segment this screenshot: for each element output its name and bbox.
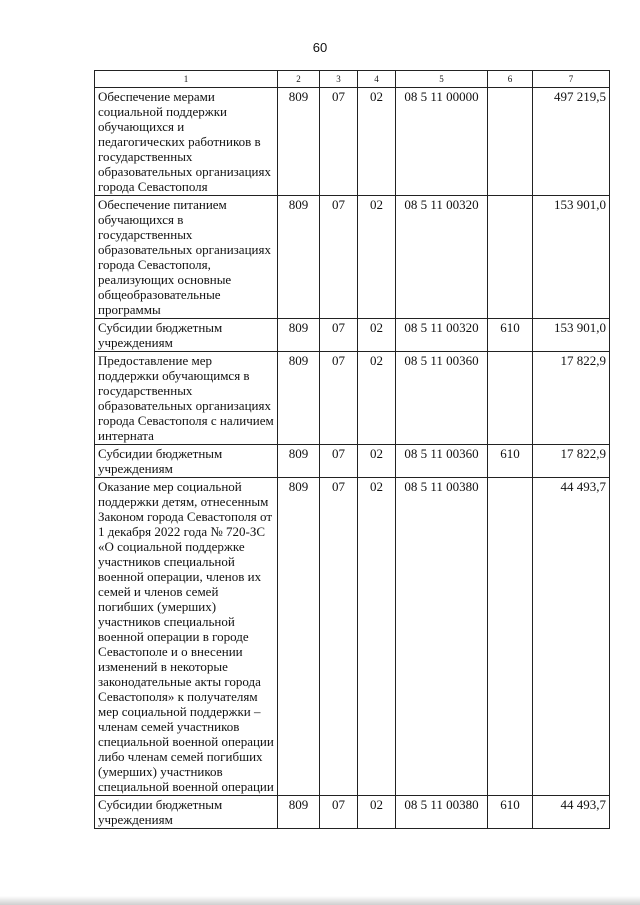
- table-row: [95, 478, 610, 796]
- table-row: [95, 352, 610, 445]
- subsection-code: 02: [358, 445, 396, 478]
- column-header: 6: [488, 71, 533, 88]
- target-article-code: 08 5 11 00380: [396, 796, 488, 829]
- amount-value: 153 901,0: [533, 319, 610, 352]
- expense-type-code: [488, 478, 533, 796]
- subsection-code: 02: [358, 88, 396, 196]
- table-header-row: [95, 71, 610, 88]
- column-header: 2: [278, 71, 320, 88]
- target-article-code: 08 5 11 00360: [396, 445, 488, 478]
- expense-type-code: [488, 352, 533, 445]
- budget-item-name: Обеспечение питанием обучающихся в государственных образовательных организациях города Севастополя, реализующих основные общеобразовательные программы: [95, 196, 278, 319]
- amount-value: 17 822,9: [533, 352, 610, 445]
- ministry-code: 809: [278, 352, 320, 445]
- amount-value: 17 822,9: [533, 445, 610, 478]
- amount-value: 497 219,5: [533, 88, 610, 196]
- section-code: 07: [320, 445, 358, 478]
- subsection-code: 02: [358, 796, 396, 829]
- amount-value: 44 493,7: [533, 796, 610, 829]
- column-header: 7: [533, 71, 610, 88]
- ministry-code: 809: [278, 319, 320, 352]
- subsection-code: 02: [358, 478, 396, 796]
- target-article-code: 08 5 11 00320: [396, 319, 488, 352]
- budget-table: [94, 70, 610, 829]
- table-row: [95, 796, 610, 829]
- budget-item-name: Обеспечение мерами социальной поддержки обучающихся и педагогических работников в государственных образовательных организациях города Севастополя: [95, 88, 278, 196]
- expense-type-code: [488, 196, 533, 319]
- section-code: 07: [320, 319, 358, 352]
- amount-value: 44 493,7: [533, 478, 610, 796]
- table-row: [95, 196, 610, 319]
- section-code: 07: [320, 88, 358, 196]
- amount-value: 153 901,0: [533, 196, 610, 319]
- ministry-code: 809: [278, 196, 320, 319]
- expense-type-code: 610: [488, 445, 533, 478]
- ministry-code: 809: [278, 796, 320, 829]
- ministry-code: 809: [278, 445, 320, 478]
- subsection-code: 02: [358, 319, 396, 352]
- expense-type-code: [488, 88, 533, 196]
- column-header: 3: [320, 71, 358, 88]
- table-row: [95, 88, 610, 196]
- target-article-code: 08 5 11 00000: [396, 88, 488, 196]
- budget-item-name: Субсидии бюджетным учреждениям: [95, 445, 278, 478]
- target-article-code: 08 5 11 00360: [396, 352, 488, 445]
- expense-type-code: 610: [488, 319, 533, 352]
- column-header: 4: [358, 71, 396, 88]
- expense-type-code: 610: [488, 796, 533, 829]
- target-article-code: 08 5 11 00380: [396, 478, 488, 796]
- section-code: 07: [320, 196, 358, 319]
- column-header: 1: [95, 71, 278, 88]
- page-number: 60: [312, 40, 328, 55]
- column-header: 5: [396, 71, 488, 88]
- budget-item-name: Предоставление мер поддержки обучающимся в государственных образовательных организациях города Севастополя с наличием интерната: [95, 352, 278, 445]
- table-row: [95, 319, 610, 352]
- section-code: 07: [320, 352, 358, 445]
- subsection-code: 02: [358, 196, 396, 319]
- budget-item-name: Субсидии бюджетным учреждениям: [95, 796, 278, 829]
- table-row: [95, 445, 610, 478]
- budget-item-name: Оказание мер социальной поддержки детям, отнесенным Законом города Севастополя от 1 декабря 2022 года № 720-ЗС «О социальной поддержке участников специальной военной операции, членов их семей и членов семей погибших (умерших) участников специальной военной операции в городе Севастополе и о внесении изменений в некоторые законодательные акты города Севастополя» к получателям мер социальной поддержки – членам семей участников специальной военной операции либо членам семей погибших (умерших) участников специальной военной операции: [95, 478, 278, 796]
- ministry-code: 809: [278, 478, 320, 796]
- section-code: 07: [320, 796, 358, 829]
- section-code: 07: [320, 478, 358, 796]
- scan-bottom-edge: [0, 896, 640, 905]
- target-article-code: 08 5 11 00320: [396, 196, 488, 319]
- ministry-code: 809: [278, 88, 320, 196]
- subsection-code: 02: [358, 352, 396, 445]
- budget-item-name: Субсидии бюджетным учреждениям: [95, 319, 278, 352]
